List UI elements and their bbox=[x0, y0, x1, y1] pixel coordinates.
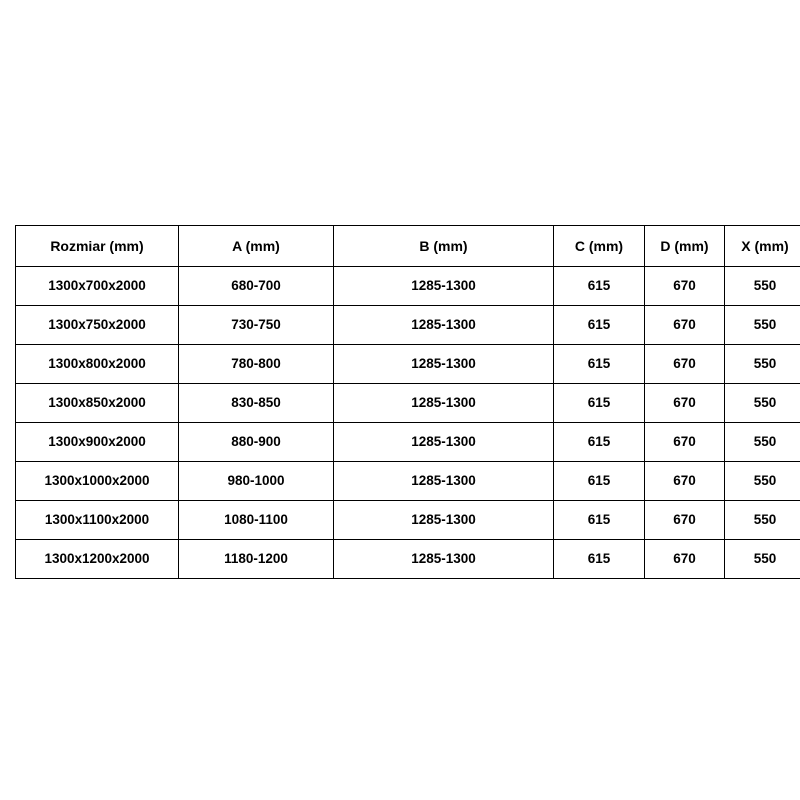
cell-a: 680-700 bbox=[179, 267, 334, 306]
table-row bbox=[16, 267, 800, 306]
table-header-row bbox=[16, 226, 800, 267]
specification-table bbox=[15, 225, 800, 579]
cell-b: 1285-1300 bbox=[334, 306, 554, 345]
table-row bbox=[16, 462, 800, 501]
cell-rozmiar: 1300x1200x2000 bbox=[16, 540, 179, 579]
cell-x: 550 bbox=[725, 462, 800, 501]
cell-c: 615 bbox=[554, 540, 645, 579]
table-body bbox=[16, 267, 800, 579]
cell-a: 1180-1200 bbox=[179, 540, 334, 579]
specification-table-container bbox=[15, 225, 789, 579]
column-header-c: C (mm) bbox=[554, 226, 645, 267]
cell-d: 670 bbox=[645, 306, 725, 345]
cell-b: 1285-1300 bbox=[334, 384, 554, 423]
cell-d: 670 bbox=[645, 501, 725, 540]
column-header-rozmiar: Rozmiar (mm) bbox=[16, 226, 179, 267]
cell-a: 730-750 bbox=[179, 306, 334, 345]
table-row bbox=[16, 423, 800, 462]
cell-a: 1080-1100 bbox=[179, 501, 334, 540]
table-row bbox=[16, 306, 800, 345]
cell-c: 615 bbox=[554, 501, 645, 540]
cell-b: 1285-1300 bbox=[334, 501, 554, 540]
cell-b: 1285-1300 bbox=[334, 267, 554, 306]
table-row bbox=[16, 501, 800, 540]
column-header-d: D (mm) bbox=[645, 226, 725, 267]
cell-x: 550 bbox=[725, 306, 800, 345]
cell-b: 1285-1300 bbox=[334, 345, 554, 384]
cell-a: 980-1000 bbox=[179, 462, 334, 501]
column-header-x: X (mm) bbox=[725, 226, 800, 267]
cell-c: 615 bbox=[554, 345, 645, 384]
cell-c: 615 bbox=[554, 267, 645, 306]
cell-d: 670 bbox=[645, 345, 725, 384]
cell-a: 780-800 bbox=[179, 345, 334, 384]
cell-rozmiar: 1300x1000x2000 bbox=[16, 462, 179, 501]
cell-rozmiar: 1300x750x2000 bbox=[16, 306, 179, 345]
cell-x: 550 bbox=[725, 423, 800, 462]
column-header-a: A (mm) bbox=[179, 226, 334, 267]
cell-x: 550 bbox=[725, 267, 800, 306]
cell-rozmiar: 1300x900x2000 bbox=[16, 423, 179, 462]
cell-rozmiar: 1300x800x2000 bbox=[16, 345, 179, 384]
cell-a: 830-850 bbox=[179, 384, 334, 423]
cell-d: 670 bbox=[645, 540, 725, 579]
cell-x: 550 bbox=[725, 345, 800, 384]
cell-d: 670 bbox=[645, 423, 725, 462]
cell-b: 1285-1300 bbox=[334, 462, 554, 501]
table-row bbox=[16, 345, 800, 384]
cell-c: 615 bbox=[554, 306, 645, 345]
table-row bbox=[16, 384, 800, 423]
cell-b: 1285-1300 bbox=[334, 540, 554, 579]
cell-a: 880-900 bbox=[179, 423, 334, 462]
cell-x: 550 bbox=[725, 384, 800, 423]
cell-c: 615 bbox=[554, 384, 645, 423]
cell-d: 670 bbox=[645, 267, 725, 306]
table-row bbox=[16, 540, 800, 579]
cell-rozmiar: 1300x700x2000 bbox=[16, 267, 179, 306]
table-header bbox=[16, 226, 800, 267]
cell-d: 670 bbox=[645, 384, 725, 423]
cell-c: 615 bbox=[554, 423, 645, 462]
cell-c: 615 bbox=[554, 462, 645, 501]
cell-rozmiar: 1300x850x2000 bbox=[16, 384, 179, 423]
cell-b: 1285-1300 bbox=[334, 423, 554, 462]
column-header-b: B (mm) bbox=[334, 226, 554, 267]
cell-d: 670 bbox=[645, 462, 725, 501]
cell-x: 550 bbox=[725, 501, 800, 540]
cell-x: 550 bbox=[725, 540, 800, 579]
cell-rozmiar: 1300x1100x2000 bbox=[16, 501, 179, 540]
